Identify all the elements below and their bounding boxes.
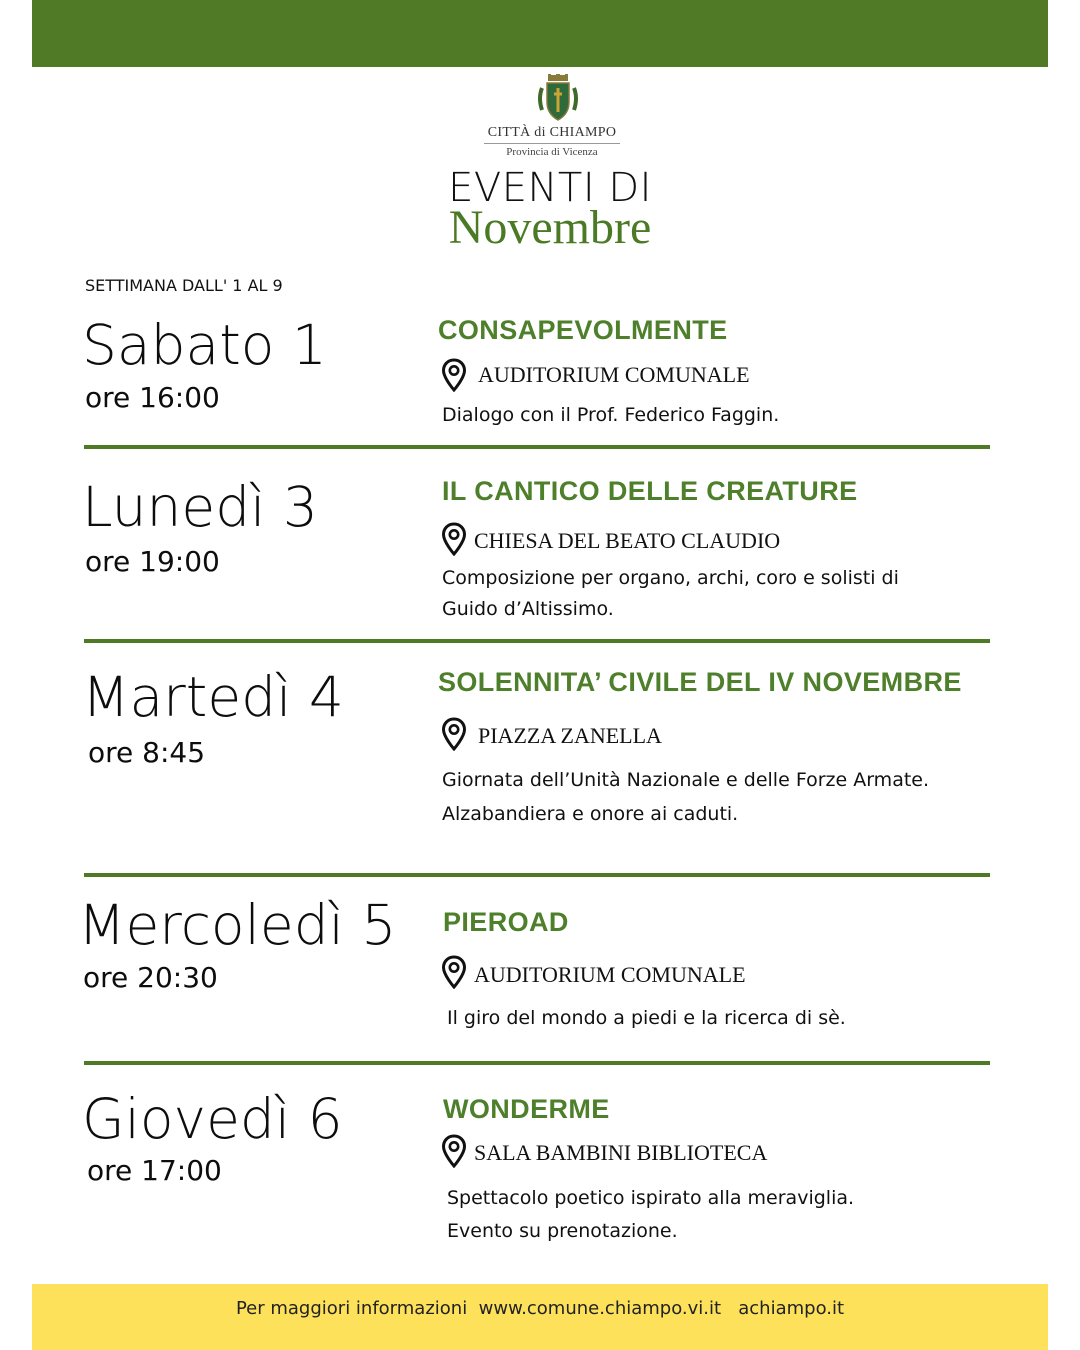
event-description-line: Alzabandiera e onore ai caduti.	[442, 803, 739, 825]
footer-info: Per maggiori informazioni www.comune.chiampo.vi.it achiampo.it	[235, 1298, 845, 1319]
event-title: PIEROAD	[443, 907, 569, 937]
map-pin-icon	[441, 955, 467, 989]
event-time: ore 8:45	[88, 736, 206, 769]
week-label: SETTIMANA DALL' 1 AL 9	[85, 276, 283, 295]
event-description-line: Giornata dell’Unità Nazionale e delle Forze Armate.	[442, 769, 930, 791]
event-time: ore 17:00	[87, 1154, 222, 1187]
section-divider	[84, 445, 990, 449]
top-banner	[32, 0, 1048, 67]
province-name: Provincia di Vicenza	[506, 146, 598, 158]
event-location: SALA BAMBINI BIBLIOTECA	[474, 1140, 768, 1165]
event-description-line: Composizione per organo, archi, coro e solisti di	[442, 567, 899, 589]
event-day: Martedì 4	[82, 665, 344, 729]
map-pin-icon	[441, 522, 467, 556]
section-divider	[84, 639, 990, 643]
map-pin-icon	[441, 717, 467, 751]
event-day: Mercoledì 5	[78, 893, 397, 957]
section-divider	[84, 1061, 990, 1065]
event-location: AUDITORIUM COMUNALE	[474, 962, 746, 987]
event-description-line: Spettacolo poetico ispirato alla meraviglia.	[447, 1187, 855, 1209]
footer-banner	[32, 1284, 1048, 1350]
event-description-line: Dialogo con il Prof. Federico Faggin.	[442, 404, 780, 426]
event-day: Sabato 1	[82, 313, 327, 377]
coat-of-arms-icon	[536, 74, 580, 122]
event-title: CONSAPEVOLMENTE	[438, 315, 728, 345]
event-location: CHIESA DEL BEATO CLAUDIO	[474, 528, 781, 553]
event-day: Giovedì 6	[82, 1087, 343, 1151]
page-title-line2: Novembre	[448, 201, 652, 254]
event-time: ore 20:30	[83, 961, 218, 994]
city-divider	[484, 143, 620, 144]
section-divider	[84, 873, 990, 877]
event-location: PIAZZA ZANELLA	[478, 723, 662, 748]
event-description-line: Evento su prenotazione.	[447, 1220, 678, 1242]
event-description-line: Il giro del mondo a piedi e la ricerca di sè.	[447, 1007, 846, 1029]
event-description-line: Guido d’Altissimo.	[442, 598, 614, 620]
event-time: ore 19:00	[85, 545, 220, 578]
event-title: IL CANTICO DELLE CREATURE	[442, 476, 858, 506]
event-location: AUDITORIUM COMUNALE	[478, 362, 750, 387]
event-title: WONDERME	[443, 1094, 610, 1124]
map-pin-icon	[441, 1134, 467, 1168]
map-pin-icon	[441, 358, 467, 392]
event-time: ore 16:00	[85, 381, 220, 414]
event-title: SOLENNITA’ CIVILE DEL IV NOVEMBRE	[438, 667, 962, 697]
city-name: CITTÀ di CHIAMPO	[487, 125, 617, 140]
event-day: Lunedì 3	[82, 475, 318, 539]
page-title-line1: EVENTI DI	[448, 165, 652, 211]
